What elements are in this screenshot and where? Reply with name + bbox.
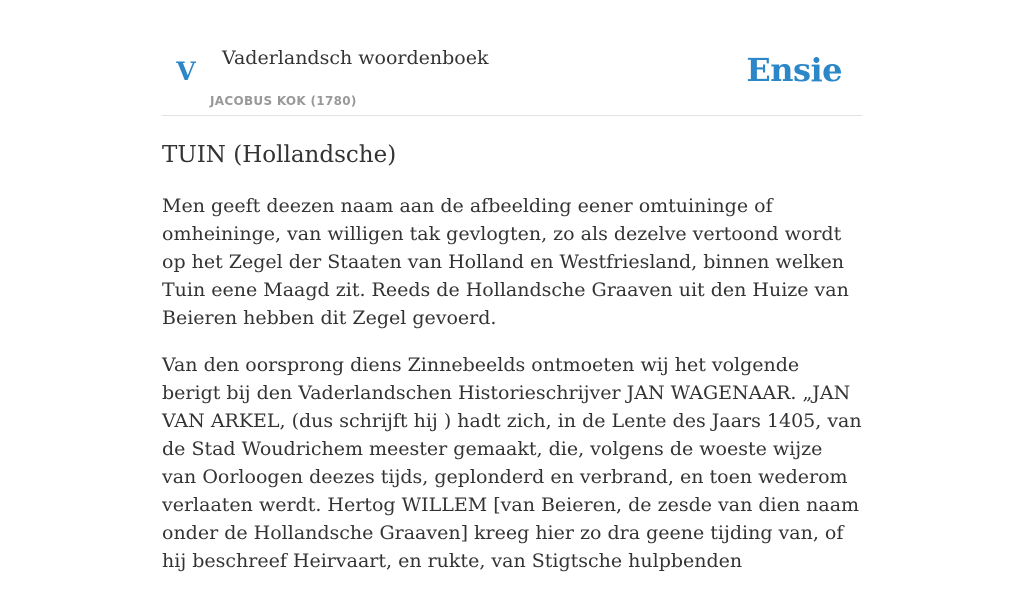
page: [162, 0, 862, 572]
entry-title: TUIN (Hollandsche): [162, 142, 397, 168]
entry-paragraph: Men geeft deezen naam aan de afbeelding eener omtuininge of omheininge, van willigen tak gevlogten, zo als dezelve vertoond wordt op het Zegel der Staaten van Holland en Westfriesland, binnen welken Tuin eene Maagd zit. Reeds de Hollandsche Graaven uit den Huize van Beieren hebben dit Zegel gevoerd.: [162, 195, 849, 329]
entry-paragraph: Van den oorsprong diens Zinnebeelds ontmoeten wij het volgende berigt bij den Vaderlandschen Historieschrijver JAN WAGENAAR. „JAN VAN ARKEL, (dus schrijft hij ) hadt zich, in de Lente des Jaars 1405, van de Stad Woudrichem meester gemaakt, die, volgens de woeste wijze van Oorloogen deezes tijds, geplonderd en verbrand, en toen wederom verlaaten werdt. Hertog WILLEM [van Beieren, de zesde van dien naam onder de Hollandsche Graaven] kreeg hier zo dra geene tijding van, of hij beschreef Heirvaart, en rukte, van Stigtsche hulpbenden: [162, 354, 862, 572]
entry-body: [162, 192, 862, 594]
book-header: [162, 0, 862, 116]
book-author: JACOBUS KOK (1780): [210, 94, 357, 108]
book-logo-icon[interactable]: V: [176, 57, 196, 86]
ensie-logo[interactable]: Ensie: [746, 51, 842, 89]
book-title[interactable]: Vaderlandsch woordenboek: [222, 47, 489, 69]
